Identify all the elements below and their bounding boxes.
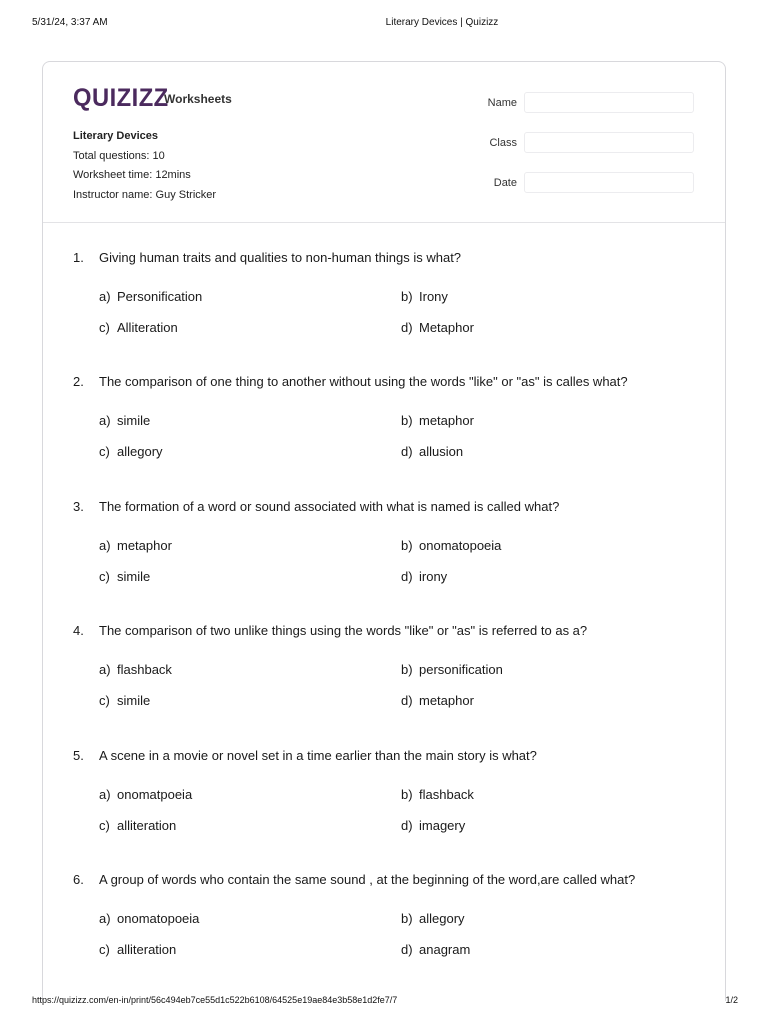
option-text: onomatopoeia <box>419 537 502 553</box>
answer-option[interactable] <box>99 444 163 459</box>
option-letter: d) <box>401 568 413 584</box>
option-letter: b) <box>401 786 413 802</box>
name-label: Name <box>487 97 517 109</box>
name-field[interactable] <box>524 92 694 113</box>
option-text: alliteration <box>117 942 177 957</box>
answer-option[interactable] <box>99 911 199 926</box>
page-number: 1/2 <box>725 995 738 1005</box>
option-letter: b) <box>401 662 413 678</box>
option-letter: b) <box>401 413 413 429</box>
option-text: metaphor <box>419 413 474 429</box>
option-text: simile <box>117 413 151 429</box>
option-text: Metaphor <box>419 320 474 335</box>
print-title: Literary Devices | Quizizz <box>385 17 499 28</box>
worksheet-title: Literary Devices <box>73 130 158 142</box>
answer-option[interactable] <box>99 538 172 553</box>
question-block <box>73 250 713 360</box>
option-text: allusion <box>419 444 464 460</box>
print-date: 5/31/24, 3:37 AM <box>32 17 108 28</box>
class-label: Class <box>489 137 517 149</box>
option-letter: c) <box>99 942 110 957</box>
option-text: anagram <box>419 942 471 957</box>
question-text: Giving human traits and qualities to non-human things is what? <box>99 250 462 265</box>
option-text: allegory <box>419 911 465 926</box>
question-text: The comparison of one thing to another without using the words "like" or "as" is calles what? <box>99 374 628 390</box>
answer-option[interactable] <box>401 538 501 553</box>
option-letter: a) <box>99 662 111 678</box>
option-text: Personification <box>117 289 203 304</box>
answer-option[interactable] <box>99 662 172 677</box>
option-text: imagery <box>419 817 466 833</box>
answer-option[interactable] <box>401 289 448 304</box>
option-letter: c) <box>99 568 110 584</box>
answer-option[interactable] <box>401 911 465 926</box>
answer-option[interactable] <box>401 942 470 957</box>
option-text: Alliteration <box>117 320 178 335</box>
total-questions: Total questions: 10 <box>73 149 165 162</box>
answer-option[interactable] <box>99 693 150 708</box>
option-letter: a) <box>99 289 111 304</box>
date-field[interactable] <box>524 172 694 193</box>
print-header <box>0 17 768 33</box>
option-letter: d) <box>401 320 413 335</box>
question-number: 3. <box>73 498 84 514</box>
option-text: flashback <box>117 662 172 678</box>
option-text: simile <box>117 568 151 584</box>
option-text: Irony <box>419 289 448 304</box>
option-letter: d) <box>401 817 413 833</box>
answer-option[interactable] <box>99 818 176 833</box>
print-footer <box>0 995 768 1011</box>
answer-option[interactable] <box>99 787 192 802</box>
question-text: A scene in a movie or novel set in a time earlier than the main story is what? <box>99 747 537 763</box>
option-letter: c) <box>99 693 110 709</box>
option-letter: a) <box>99 537 111 553</box>
option-letter: c) <box>99 817 110 833</box>
class-field[interactable] <box>524 132 694 153</box>
answer-option[interactable] <box>401 787 474 802</box>
option-letter: c) <box>99 444 110 460</box>
option-text: alliteration <box>117 817 177 833</box>
option-letter: c) <box>99 320 110 335</box>
option-text: simile <box>117 693 151 709</box>
quizizz-logo: QUIZIZZ <box>73 84 169 112</box>
option-letter: d) <box>401 444 413 460</box>
answer-option[interactable] <box>401 444 463 459</box>
instructor-name: Instructor name: Guy Stricker <box>73 188 217 201</box>
option-text: metaphor <box>419 693 474 709</box>
answer-option[interactable] <box>401 569 447 584</box>
option-letter: b) <box>401 289 413 304</box>
option-text: onomatpoeia <box>117 786 193 802</box>
worksheet-time: Worksheet time: 12mins <box>73 169 191 181</box>
option-letter: d) <box>401 693 413 709</box>
question-text: A group of words who contain the same sound , at the beginning of the word,are called what? <box>99 872 636 887</box>
answer-option[interactable] <box>401 693 474 708</box>
question-text: The comparison of two unlike things using the words "like" or "as" is referred to as a? <box>99 623 588 639</box>
worksheet <box>42 61 726 1001</box>
answer-option[interactable] <box>99 569 150 584</box>
question-number: 4. <box>73 623 84 639</box>
answer-option[interactable] <box>401 662 503 677</box>
option-letter: a) <box>99 786 111 802</box>
question-number: 1. <box>73 250 84 265</box>
question-block <box>73 623 713 733</box>
question-number: 2. <box>73 374 84 390</box>
answer-option[interactable] <box>401 320 474 335</box>
option-text: personification <box>419 662 503 678</box>
option-letter: d) <box>401 942 413 957</box>
question-block <box>73 748 713 858</box>
answer-option[interactable] <box>99 289 202 304</box>
option-text: allegory <box>117 444 163 460</box>
option-letter: a) <box>99 413 111 429</box>
logo-subtitle: Worksheets <box>164 92 232 106</box>
answer-option[interactable] <box>99 320 178 335</box>
question-block <box>73 374 713 484</box>
answer-option[interactable] <box>99 413 150 428</box>
option-text: irony <box>419 568 448 584</box>
option-letter: b) <box>401 537 413 553</box>
print-url: https://quizizz.com/en-in/print/56c494eb7ce55d1c522b6108/64525e19ae84e3b58e1d2fe7/7 <box>32 995 398 1005</box>
option-letter: a) <box>99 911 111 926</box>
option-text: flashback <box>419 786 474 802</box>
question-block <box>73 499 713 609</box>
date-label: Date <box>493 177 517 189</box>
option-text: onomatopoeia <box>117 911 200 926</box>
question-number: 6. <box>73 872 84 887</box>
answer-option[interactable] <box>401 818 465 833</box>
worksheet-header <box>43 62 725 223</box>
answer-option[interactable] <box>99 942 176 957</box>
question-block <box>73 872 713 982</box>
question-number: 5. <box>73 747 84 763</box>
worksheet-info <box>73 127 216 205</box>
option-text: metaphor <box>117 537 172 553</box>
option-letter: b) <box>401 911 413 926</box>
answer-option[interactable] <box>401 413 474 428</box>
question-text: The formation of a word or sound associated with what is named is called what? <box>99 498 560 514</box>
